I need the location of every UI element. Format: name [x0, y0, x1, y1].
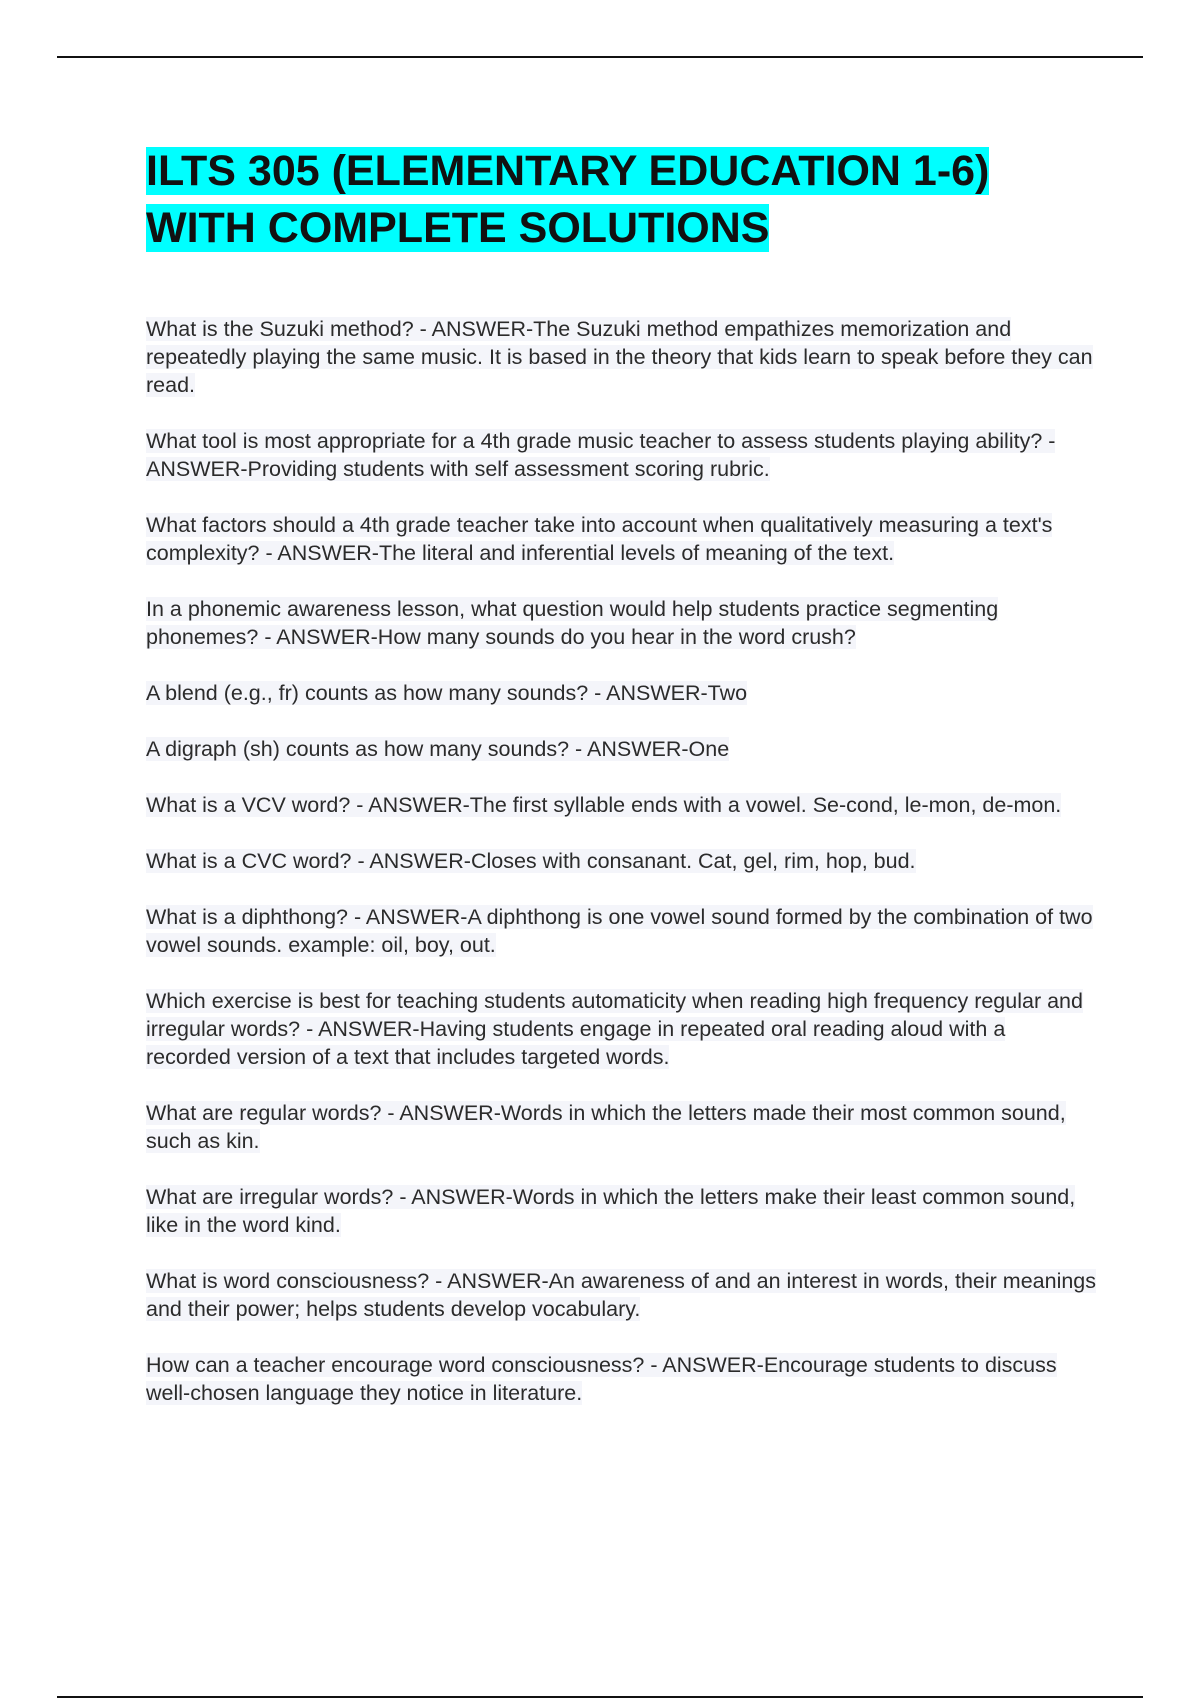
document-title-text: ILTS 305 (ELEMENTARY EDUCATION 1-6) WITH COMPLETE SOLUTIONS — [146, 147, 990, 252]
qa-entry: How can a teacher encourage word consciousness? - ANSWER-Encourage students to discuss well-chosen language they notice in literature. — [146, 1353, 1057, 1405]
qa-entry: What is a diphthong? - ANSWER-A diphthong is one vowel sound formed by the combination of two vowel sounds. example: oil, boy, out. — [146, 905, 1093, 957]
qa-entry: In a phonemic awareness lesson, what question would help students practice segmenting phonemes? - ANSWER-How many sounds do you hear in the word crush? — [146, 597, 999, 649]
qa-entry: A blend (e.g., fr) counts as how many sounds? - ANSWER-Two — [146, 681, 748, 705]
qa-entry: What is word consciousness? - ANSWER-An awareness of and an interest in words, their meanings and their power; helps students develop vocabulary. — [146, 1269, 1097, 1321]
qa-entry: Which exercise is best for teaching students automaticity when reading high frequency regular and irregular words? - ANSWER-Having students engage in repeated oral reading aloud with a recorded version of a text that includes targeted words. — [146, 989, 1083, 1069]
document-title — [146, 143, 1096, 257]
qa-entry: What is the Suzuki method? - ANSWER-The Suzuki method empathizes memorization and repeatedly playing the same music. It is based in the theory that kids learn to speak before they can read. — [146, 317, 1093, 397]
qa-entry: What tool is most appropriate for a 4th grade music teacher to assess students playing ability? - ANSWER-Providing students with self assessment scoring rubric. — [146, 429, 1056, 481]
qa-entry: What is a CVC word? - ANSWER-Closes with consanant. Cat, gel, rim, hop, bud. — [146, 849, 916, 873]
document-body — [146, 143, 1096, 1435]
header-rule — [57, 56, 1143, 58]
qa-entry: What factors should a 4th grade teacher take into account when qualitatively measuring a text's complexity? - ANSWER-The literal and inferential levels of meaning of the text. — [146, 513, 1053, 565]
qa-entry: What is a VCV word? - ANSWER-The first syllable ends with a vowel. Se-cond, le-mon, de-mon. — [146, 793, 1062, 817]
qa-entry: What are regular words? - ANSWER-Words in which the letters made their most common sound, such as kin. — [146, 1101, 1066, 1153]
qa-entry: What are irregular words? - ANSWER-Words in which the letters make their least common sound, like in the word kind. — [146, 1185, 1076, 1237]
footer-rule — [57, 1696, 1143, 1698]
qa-entry: A digraph (sh) counts as how many sounds? - ANSWER-One — [146, 737, 730, 761]
